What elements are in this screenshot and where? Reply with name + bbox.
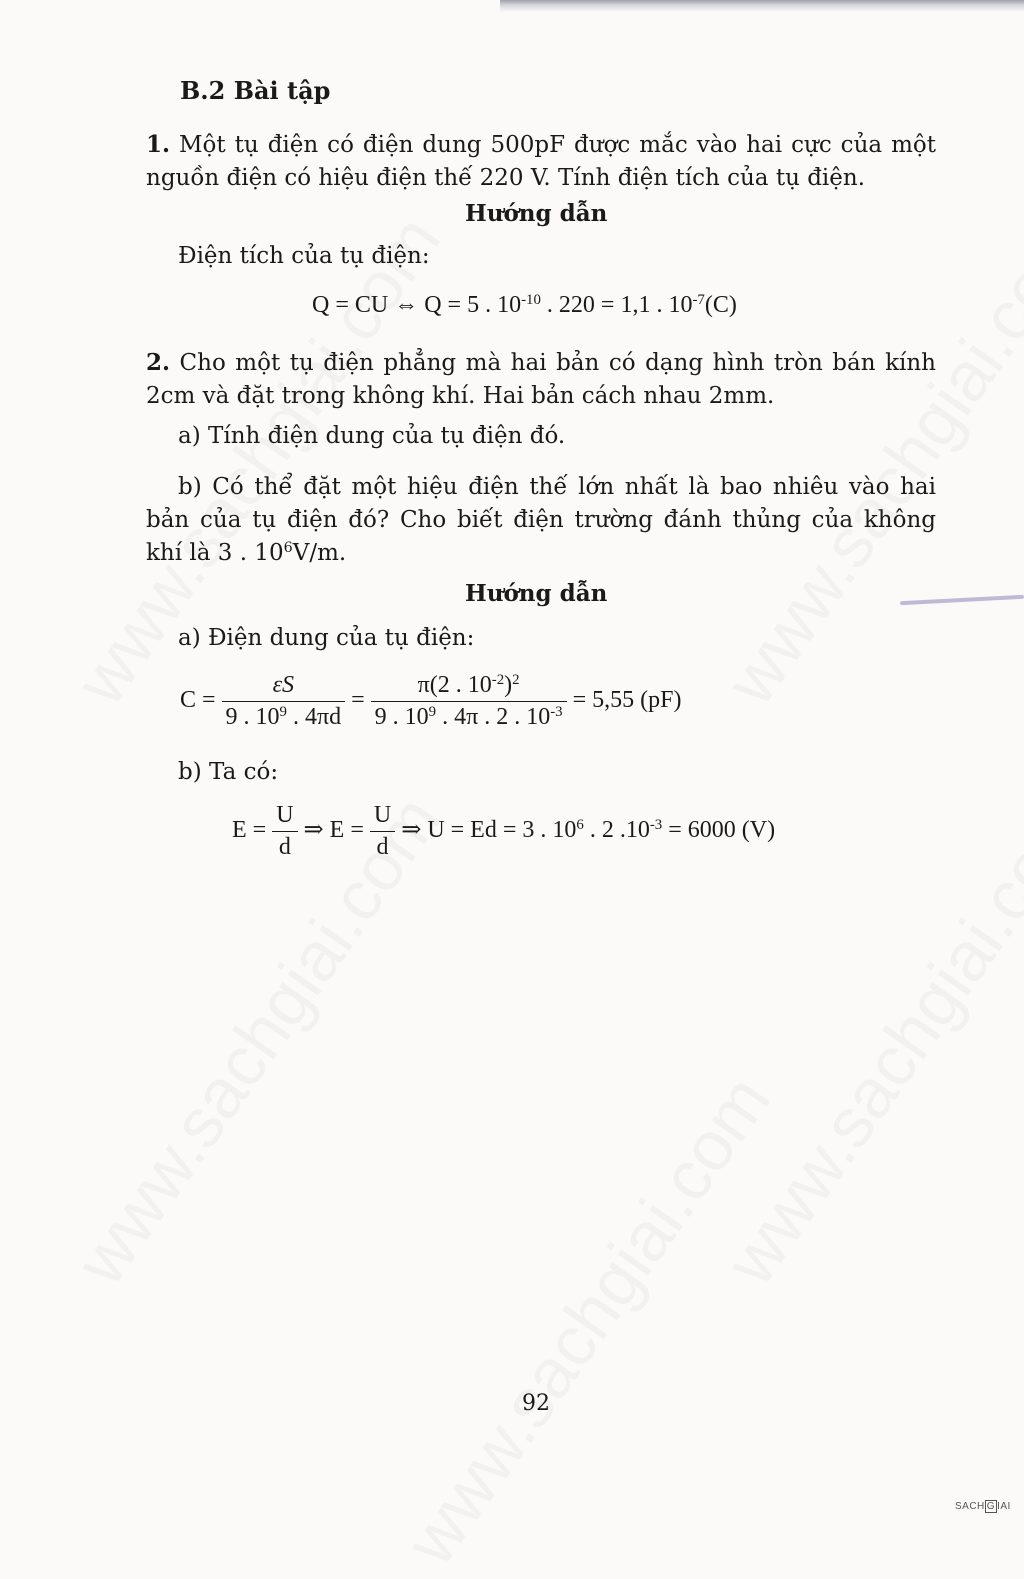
guide-heading: Hướng dẫn bbox=[465, 200, 608, 227]
fraction: $\frac{\pi(2 . 10^{-2})^2}{9 . 10^9 . 4\pi . 2 . 10^{-3}}$ bbox=[371, 672, 567, 731]
capacitance-formula: C = $\frac{\varepsilon S}{9 . 10^9 . 4\pi d}$ = $\frac{\pi(2 . 10^{-2})^2}{9 . 10^9 . 4\pi . 2 . 10^{-3}}$ = 5,55 (pF) bbox=[180, 671, 682, 730]
section-title: B.2 Bài tập bbox=[180, 76, 331, 105]
watermark bbox=[390, 1061, 786, 1579]
charge-formula: Q = CU ⇔ Q = 5 . $10^{-10}$ . 220 = 1,1 . $10^{-7}(C)$ bbox=[312, 291, 737, 318]
fraction: $\frac{U}{d}$ bbox=[370, 802, 395, 861]
watermark bbox=[710, 201, 1024, 719]
page-number: 92 bbox=[522, 1391, 550, 1416]
voltage-formula: E = $\frac{U}{d}$ ⇒ E = $\frac{U}{d}$ ⇒ U = Ed = 3 . $10^6$ . 2 $.10^{-3} = 6000$ (V) bbox=[232, 802, 776, 860]
guide-heading: Hướng dẫn bbox=[465, 580, 608, 607]
scan-edge-mark bbox=[500, 0, 1024, 12]
problem-2-part-a: a) Tính điện dung của tụ điện đó. bbox=[178, 423, 566, 449]
problem-number: 2. bbox=[146, 349, 171, 376]
problem-1 bbox=[146, 128, 936, 195]
fraction: $\frac{\varepsilon S}{9 . 10^9 . 4\pi d}$ bbox=[222, 672, 346, 731]
site-logo: SACH G IAI bbox=[955, 1501, 1011, 1512]
pen-mark bbox=[900, 595, 1024, 605]
answer-b-intro: b) Ta có: bbox=[178, 759, 279, 785]
answer-a-intro: a) Điện dung của tụ điện: bbox=[178, 625, 475, 651]
problem-text: Cho một tụ điện phẳng mà hai bản có dạng hình tròn bán kính 2cm và đặt trong không khí. Hai bản cách nhau 2mm. bbox=[146, 350, 936, 409]
problem-text: Một tụ điện có điện dung 500pF được mắc vào hai cực của một nguồn điện có hiệu điện thế 220 V. Tính điện tích của tụ điện. bbox=[146, 132, 936, 191]
problem-2-part-b: b) Có thể đặt một hiệu điện thế lớn nhất là bao nhiêu vào hai bản của tụ điện đó? Cho biết điện trường đánh thủng của không khí là 3 . $10^6V/m$. bbox=[146, 474, 936, 566]
fraction: $\frac{U}{d}$ bbox=[272, 802, 297, 861]
guide-intro: Điện tích của tụ điện: bbox=[178, 243, 430, 269]
problem-2 bbox=[146, 346, 936, 413]
problem-number: 1. bbox=[146, 131, 171, 158]
